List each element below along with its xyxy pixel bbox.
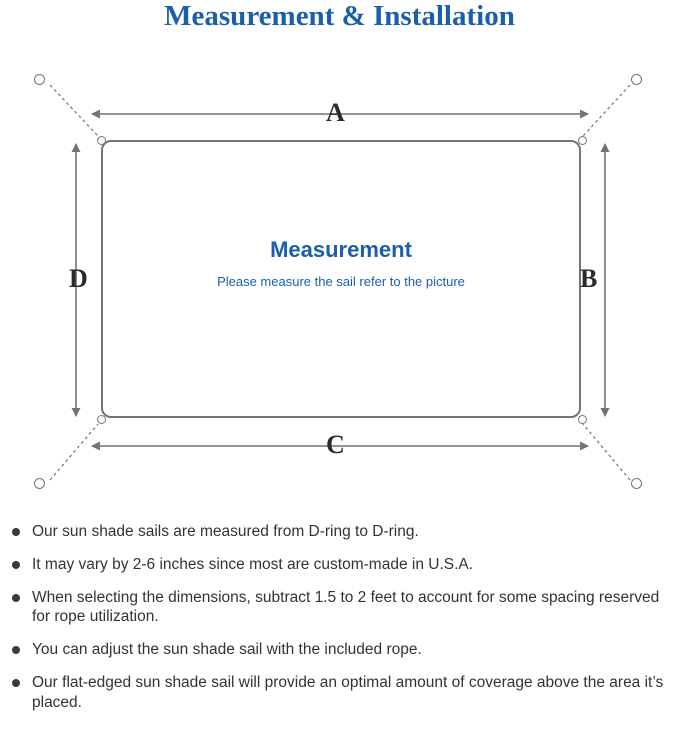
measurement-heading: Measurement: [270, 237, 412, 262]
anchor-point-bottom-left: [34, 478, 45, 489]
d-ring-bottom-left: [97, 415, 106, 424]
page-title: Measurement & Installation: [164, 0, 515, 32]
dimension-label-bottom: C: [326, 430, 345, 459]
list-item-text: When selecting the dimensions, subtract 1.5 to 2 feet to account for some spacing reserved for rope utilization.: [32, 588, 660, 626]
bullet-icon: [12, 646, 20, 654]
dimension-label-right: B: [580, 264, 598, 293]
notes-list: [0, 522, 679, 726]
list-item: [0, 673, 679, 713]
bullet-icon: [12, 528, 20, 536]
bullet-icon: [12, 561, 20, 569]
list-item: [0, 588, 679, 628]
list-item-text: You can adjust the sun shade sail with the included rope.: [32, 641, 422, 659]
list-item-text: It may vary by 2-6 inches since most are custom-made in U.S.A.: [32, 555, 474, 573]
anchor-point-bottom-right: [631, 478, 642, 489]
dimension-label-top: A: [326, 98, 345, 127]
bullet-icon: [12, 594, 20, 602]
d-ring-bottom-right: [578, 415, 587, 424]
d-ring-top-left: [97, 136, 106, 145]
d-ring-top-right: [578, 136, 587, 145]
bullet-icon: [12, 679, 20, 687]
anchor-point-top-right: [631, 74, 642, 85]
list-item-text: Our sun shade sails are measured from D-ring to D-ring.: [32, 523, 419, 540]
list-item: [0, 640, 679, 660]
sail-measurement-diagram: [0, 52, 679, 512]
list-item-text: Our flat-edged sun shade sail will provide an optimal amount of coverage above the area it’s placed.: [32, 674, 664, 711]
list-item: [0, 555, 679, 575]
measurement-subtext: Please measure the sail refer to the picture: [217, 274, 465, 289]
anchor-point-top-left: [34, 74, 45, 85]
list-item: [0, 522, 679, 542]
dimension-label-left: D: [69, 264, 88, 293]
